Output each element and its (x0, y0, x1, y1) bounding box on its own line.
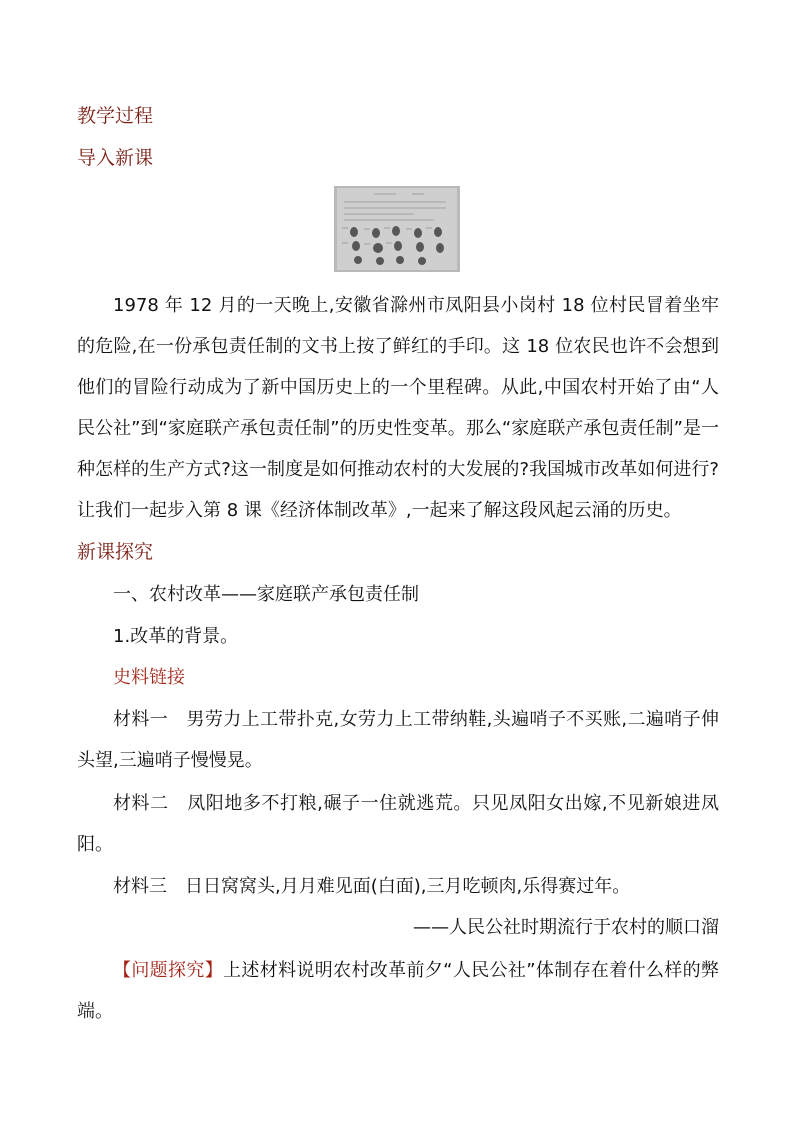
materials-link-label: 史料链接 (113, 667, 185, 688)
subheading-rural-reform: 一、农村改革——家庭联产承包责任制 (113, 584, 419, 605)
intro-paragraph: 1978 年 12 月的一天晚上,安徽省滁州市凤阳县小岗村 18 位村民冒着坐牢的危险,在一份承包责任制的文书上按了鲜红的手印。这 18 位农民也许不会想到他们的冒险行动成为了新中国历史上的一个里程碑。从此,中国农村开始了由“人民公社”到“家庭联产承包责任制”的历史性变革。那么“家庭联产承包责任制”是一种怎样的生产方式?这一制度是如何推动农村的大发展的?我国城市改革如何进行?让我们一起步入第 8 课《经济体制改革》,一起来了解这段风起云涌的历史。 (77, 295, 719, 521)
document-with-fingerprints-photo-icon (334, 186, 460, 272)
source-attribution: ——人民公社时期流行于农村的顺口溜 (413, 917, 719, 938)
material-two (77, 783, 719, 865)
question-text: 上述材料说明农村改革前夕“人民公社”体制存在着什么样的弊端。 (77, 960, 719, 1022)
question-tag: 【问题探究】 (113, 960, 224, 981)
material-label: 材料一 (113, 709, 169, 730)
question-paragraph (77, 950, 719, 1032)
material-text: 凤阳地多不打粮,碾子一住就逃荒。只见凤阳女出嫁,不见新娘进凤阳。 (77, 793, 719, 855)
material-label: 材料二 (113, 793, 169, 814)
material-text: 日日窝窝头,月月难见面(白面),三月吃顿肉,乐得赛过年。 (185, 876, 631, 897)
section-title-new-lesson: 新课探究 (77, 541, 154, 563)
subheading-reform-background: 1.改革的背景。 (113, 626, 239, 647)
section-title-teaching-process: 教学过程 (77, 105, 154, 127)
section-title-intro: 导入新课 (77, 147, 154, 169)
material-text: 男劳力上工带扑克,女劳力上工带纳鞋,头遍哨子不买账,二遍哨子伸头望,三遍哨子慢慢晃。 (77, 709, 719, 771)
material-label: 材料三 (113, 876, 167, 897)
fingerprint-document-photo (334, 186, 460, 272)
material-three (77, 866, 719, 907)
material-one (77, 699, 719, 781)
